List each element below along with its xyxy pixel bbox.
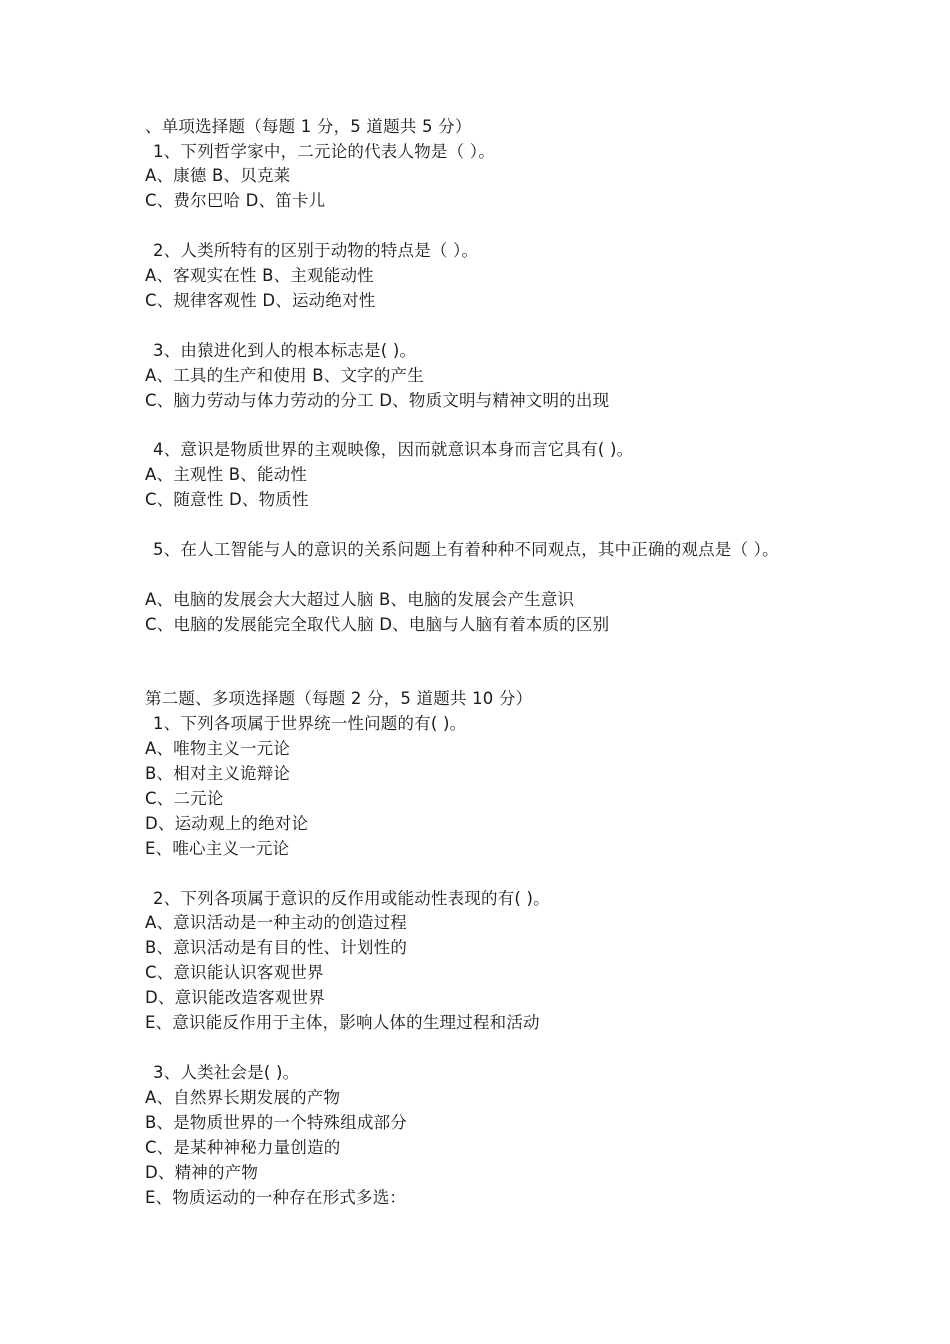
s2-q2-option-b: B、意识活动是有目的性、计划性的 [145,938,408,957]
s2-q1-option-b: B、相对主义诡辩论 [145,764,291,783]
s1-q3-stem: 3、由猿进化到人的根本标志是( )。 [153,341,417,360]
s1-q1-options-line1: A、康德 B、贝克莱 [145,166,291,185]
s2-q3-option-c: C、是某种神秘力量创造的 [145,1138,341,1157]
s1-q1-stem: 1、下列哲学家中，二元论的代表人物是（ ）。 [153,142,495,161]
s1-q2-stem: 2、人类所特有的区别于动物的特点是（ ）。 [153,241,479,260]
s2-q3-option-e: E、物质运动的一种存在形式多选： [145,1188,407,1207]
s2-q2-option-e: E、意识能反作用于主体，影响人体的生理过程和活动 [145,1013,540,1032]
s2-q3-option-d: D、精神的产物 [145,1163,259,1182]
s1-q4-options-line1: A、主观性 B、能动性 [145,465,308,484]
s2-q2-option-c: C、意识能认识客观世界 [145,963,324,982]
s2-q1-option-a: A、唯物主义一元论 [145,739,291,758]
section1-heading: 、单项选择题（每题 1 分，5 道题共 5 分） [145,117,472,136]
s2-q3-stem: 3、人类社会是( )。 [153,1063,300,1082]
s1-q5-options-line1: A、电脑的发展会大大超过人脑 B、电脑的发展会产生意识 [145,590,575,609]
s1-q2-options-line1: A、客观实在性 B、主观能动性 [145,266,374,285]
s2-q2-option-d: D、意识能改造客观世界 [145,988,325,1007]
s2-q1-stem: 1、下列各项属于世界统一性问题的有( )。 [153,714,467,733]
s1-q3-options-line1: A、工具的生产和使用 B、文字的产生 [145,366,424,385]
s2-q3-option-a: A、自然界长期发展的产物 [145,1088,341,1107]
s1-q5-stem: 5、在人工智能与人的意识的关系问题上有着种种不同观点，其中正确的观点是（ ）。 [153,540,779,559]
s2-q1-option-d: D、运动观上的绝对论 [145,814,309,833]
s1-q4-options-line2: C、随意性 D、物质性 [145,490,309,509]
s1-q5-options-line2: C、电脑的发展能完全取代人脑 D、电脑与人脑有着本质的区别 [145,615,610,634]
s2-q1-option-c: C、二元论 [145,789,224,808]
section2-heading: 第二题、多项选择题（每题 2 分，5 道题共 10 分） [145,689,533,708]
s2-q2-option-a: A、意识活动是一种主动的创造过程 [145,913,407,932]
s2-q2-stem: 2、下列各项属于意识的反作用或能动性表现的有( )。 [153,889,550,908]
s1-q1-options-line2: C、费尔巴哈 D、笛卡儿 [145,191,326,210]
s2-q1-option-e: E、唯心主义一元论 [145,839,290,858]
s1-q2-options-line2: C、规律客观性 D、运动绝对性 [145,291,376,310]
s1-q3-options-line2: C、脑力劳动与体力劳动的分工 D、物质文明与精神文明的出现 [145,391,610,410]
s1-q4-stem: 4、意识是物质世界的主观映像，因而就意识本身而言它具有( )。 [153,440,634,459]
s2-q3-option-b: B、是物质世界的一个特殊组成部分 [145,1113,408,1132]
